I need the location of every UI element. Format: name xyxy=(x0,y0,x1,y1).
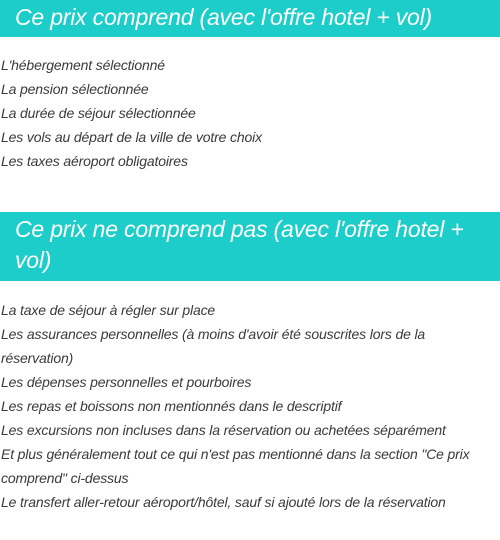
list-item: La pension sélectionnée xyxy=(1,81,149,97)
list-item: L'hébergement sélectionné xyxy=(1,57,165,73)
included-section xyxy=(0,0,500,173)
list-item: Les vols au départ de la ville de votre choix xyxy=(1,129,262,145)
list-item: Les excursions non incluses dans la réservation ou achetées séparément xyxy=(1,422,446,438)
excluded-section xyxy=(0,212,500,514)
list-item: La durée de séjour sélectionnée xyxy=(1,105,196,121)
list-item: Le transfert aller-retour aéroport/hôtel, sauf si ajouté lors de la réservation xyxy=(1,494,446,510)
excluded-list xyxy=(0,298,500,514)
list-item: Et plus généralement tout ce qui n'est pas mentionné dans la section "Ce prix comprend" ci-dessus xyxy=(1,446,470,486)
list-item: Les assurances personnelles (à moins d'avoir été souscrites lors de la réservation) xyxy=(1,326,426,366)
included-list xyxy=(0,53,500,173)
list-item: La taxe de séjour à régler sur place xyxy=(1,302,216,318)
included-title: Ce prix comprend (avec l'offre hotel + vol) xyxy=(0,0,500,37)
list-item: Les taxes aéroport obligatoires xyxy=(1,153,188,169)
excluded-title: Ce prix ne comprend pas (avec l'offre hotel + vol) xyxy=(0,212,500,281)
list-item: Les dépenses personnelles et pourboires xyxy=(1,374,252,390)
list-item: Les repas et boissons non mentionnés dans le descriptif xyxy=(1,398,342,414)
